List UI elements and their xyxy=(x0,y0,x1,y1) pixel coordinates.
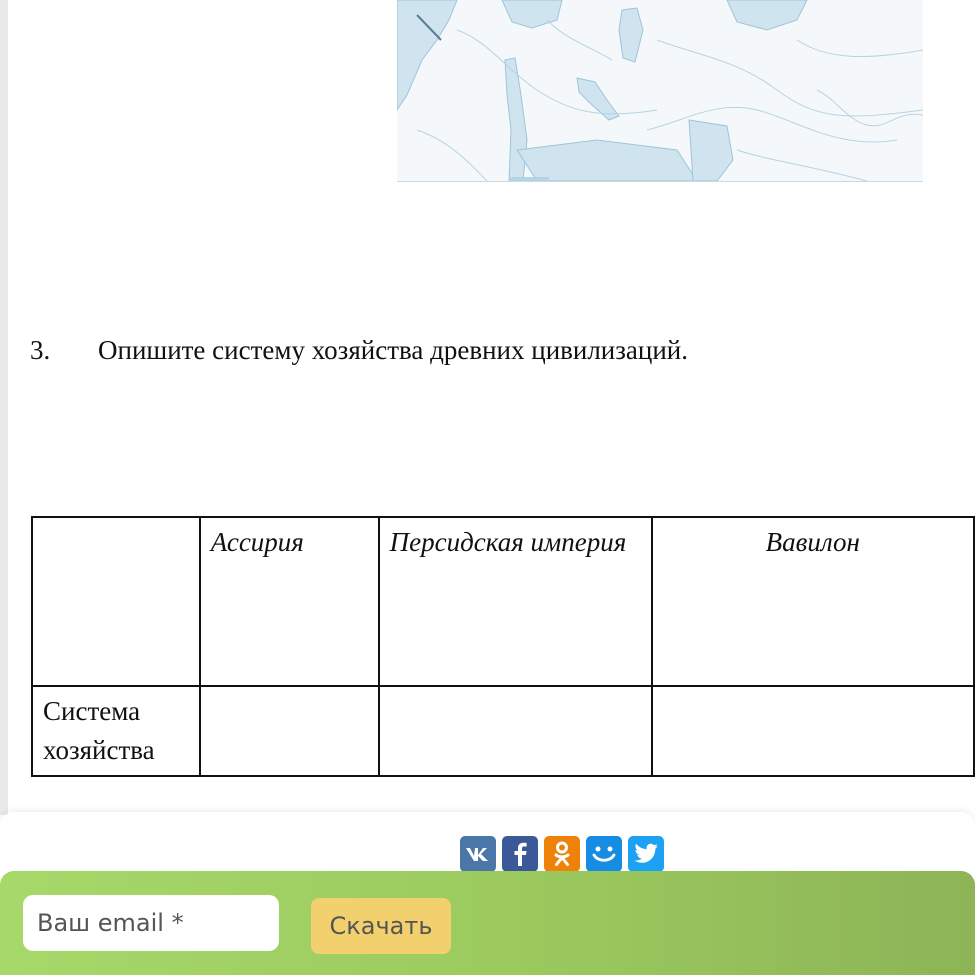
task-number: 3. xyxy=(30,335,51,365)
comparison-table xyxy=(31,516,975,777)
twitter-icon[interactable] xyxy=(628,836,664,872)
table-header-row xyxy=(32,517,974,686)
moimir-icon[interactable] xyxy=(586,836,622,872)
task-question xyxy=(30,335,688,366)
table-header-assyria: Ассирия xyxy=(200,517,379,686)
table-row xyxy=(32,686,974,776)
odnoklassniki-icon[interactable] xyxy=(544,836,580,872)
table-header-empty xyxy=(32,517,200,686)
table-cell-assyria xyxy=(200,686,379,776)
share-buttons xyxy=(460,836,664,872)
task-text: Опишите систему хозяйства древних цивилизаций. xyxy=(98,335,689,365)
table-row-label: Система хозяйства xyxy=(32,686,200,776)
download-button[interactable]: Скачать xyxy=(311,898,451,954)
facebook-icon[interactable] xyxy=(502,836,538,872)
page-left-edge xyxy=(0,0,8,815)
vk-icon[interactable] xyxy=(460,836,496,872)
table-header-babylon: Вавилон xyxy=(652,517,974,686)
contour-map xyxy=(397,0,923,181)
email-input[interactable] xyxy=(23,895,279,951)
table-cell-persia xyxy=(379,686,652,776)
table-header-persia: Персидская империя xyxy=(379,517,652,686)
table-cell-babylon xyxy=(652,686,974,776)
map-image xyxy=(397,0,923,182)
